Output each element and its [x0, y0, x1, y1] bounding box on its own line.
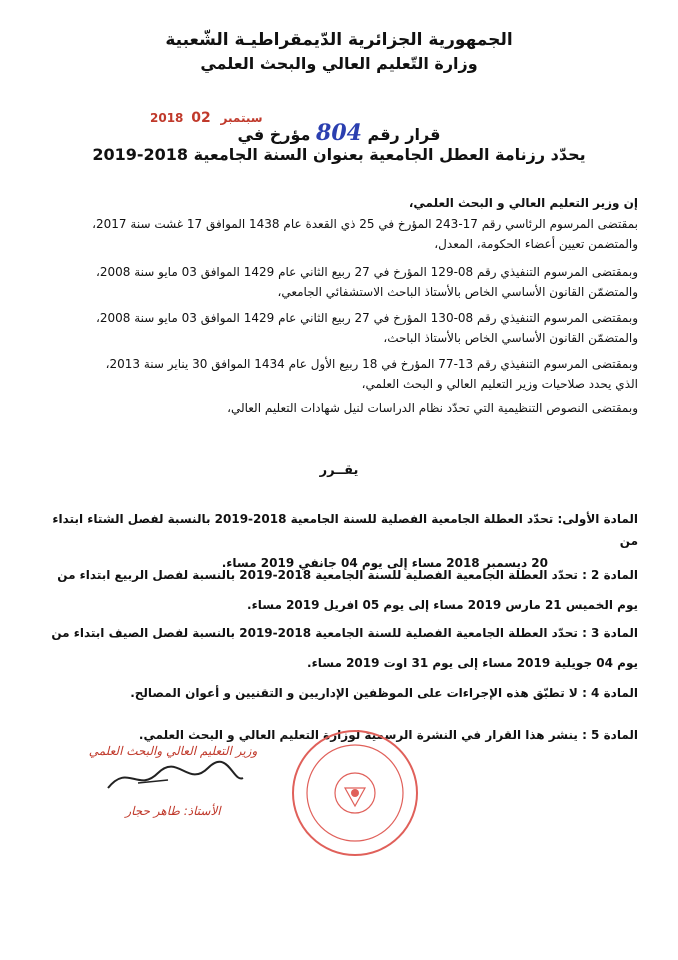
article-4 [32, 682, 638, 704]
article-label: المادة 2 : [582, 568, 638, 582]
article-text-cont: يوم 04 جويلية 2019 مساء إلى يوم 31 اوت 2019 مساء. [307, 656, 638, 670]
decides-heading: يقــرر [319, 463, 359, 478]
signature-block [88, 744, 258, 818]
date-year: 2018 [150, 111, 184, 125]
visa-item [38, 398, 638, 418]
visa-line: وبمقتضى المرسوم التنفيذي رقم 08-129 المؤرخ في 27 ربيع الثاني عام 1429 الموافق 03 مايو سنة 2008، [95, 265, 638, 279]
article-text-cont: 20 ديسمبر 2018 مساء إلى يوم 04 جانفي 2019 مساء. [221, 556, 548, 570]
article-text: لا تطبّق هذه الإجراءات على الموظفين الإداريين و التقنيين و أعوان المصالح. [130, 686, 578, 700]
decision-subject: يحدّد رزنامة العطل الجامعية بعنوان السنة الجامعية 2018-2019 [92, 145, 586, 164]
visa-line: والمتضمّن القانون الأساسي الخاص بالأستاذ الباحث، [383, 331, 638, 345]
visa-item [38, 308, 638, 348]
signatory-name: الأستاذ: طاهر حجار [125, 804, 221, 818]
visa-line: وبمقتضى المرسوم التنفيذي رقم 13-77 المؤرخ في 18 ربيع الأول عام 1434 الموافق 30 يناير سنة 2013، [105, 357, 638, 371]
visa-line: بمقتضى المرسوم الرئاسي رقم 17-243 المؤرخ في 25 ذي القعدة عام 1438 الموافق 17 غشت سنة 2017، [92, 217, 638, 231]
article-label: المادة 4 : [582, 686, 638, 700]
title-prefix: قرار رقم [367, 125, 441, 144]
article-label: المادة 3 : [582, 626, 638, 640]
decision-title [0, 120, 678, 146]
visa-item [38, 354, 638, 394]
handwritten-signature-icon [98, 758, 248, 798]
ministry-heading: وزارة التّعليم العالي والبحث العلمي [200, 54, 478, 73]
date-day: 02 [191, 110, 211, 126]
date-month: سبتمبر [220, 111, 263, 125]
article-text: تحدّد العطلة الجامعية الفصلية للسنة الجامعية 2018-2019 بالنسبة لفصل الشتاء ابتداء من [52, 512, 638, 548]
article-text: ينشر هذا القرار في النشرة الرسمية لوزارة التعليم العالي و البحث العلمي. [138, 728, 578, 742]
article-3 [32, 622, 638, 674]
visa-line: وبمقتضى النصوص التنظيمية التي تحدّد نظام الدراسات لنيل شهادات التعليم العالي، [227, 401, 638, 415]
article-label: المادة الأولى: [557, 512, 638, 526]
visa-item [38, 214, 638, 254]
title-suffix: مؤرخ في [237, 125, 311, 144]
visa-item [38, 262, 638, 302]
visa-line: الذي يحدد صلاحيات وزير التعليم العالي و البحث العلمي، [361, 377, 638, 391]
signatory-title: وزير التعليم العالي والبحث العلمي [88, 744, 258, 758]
visa-line: وبمقتضى المرسوم التنفيذي رقم 08-130 المؤرخ في 27 ربيع الثاني عام 1429 الموافق 03 مايو سنة 2008، [95, 311, 638, 325]
official-seal-icon [290, 728, 420, 858]
visa-line: والمتضمّن القانون الأساسي الخاص بالأستاذ الباحث الاستشفائي الجامعي، [277, 285, 638, 299]
visa-line: والمتضمن تعيين أعضاء الحكومة، المعدل، [434, 237, 638, 251]
article-label: المادة 5 : [582, 728, 638, 742]
article-2 [32, 564, 638, 616]
minister-preamble: إن وزير التعليم العالي و البحث العلمي، [408, 196, 638, 210]
republic-heading: الجمهورية الجزائرية الدّيمقراطيـة الشّعبية [165, 30, 513, 50]
article-text: تحدّد العطلة الجامعية الفصلية للسنة الجامعية 2018-2019 بالنسبة لفصل الربيع ابتداء من [57, 568, 578, 582]
article-text-cont: يوم الخميس 21 مارس 2019 مساء إلى يوم 05 افريل 2019 مساء. [247, 598, 638, 612]
article-text: تحدّد العطلة الجامعية الفصلية للسنة الجامعية 2018-2019 بالنسبة لفصل الصيف ابتداء من [51, 626, 578, 640]
decision-number: 804 [316, 120, 362, 146]
